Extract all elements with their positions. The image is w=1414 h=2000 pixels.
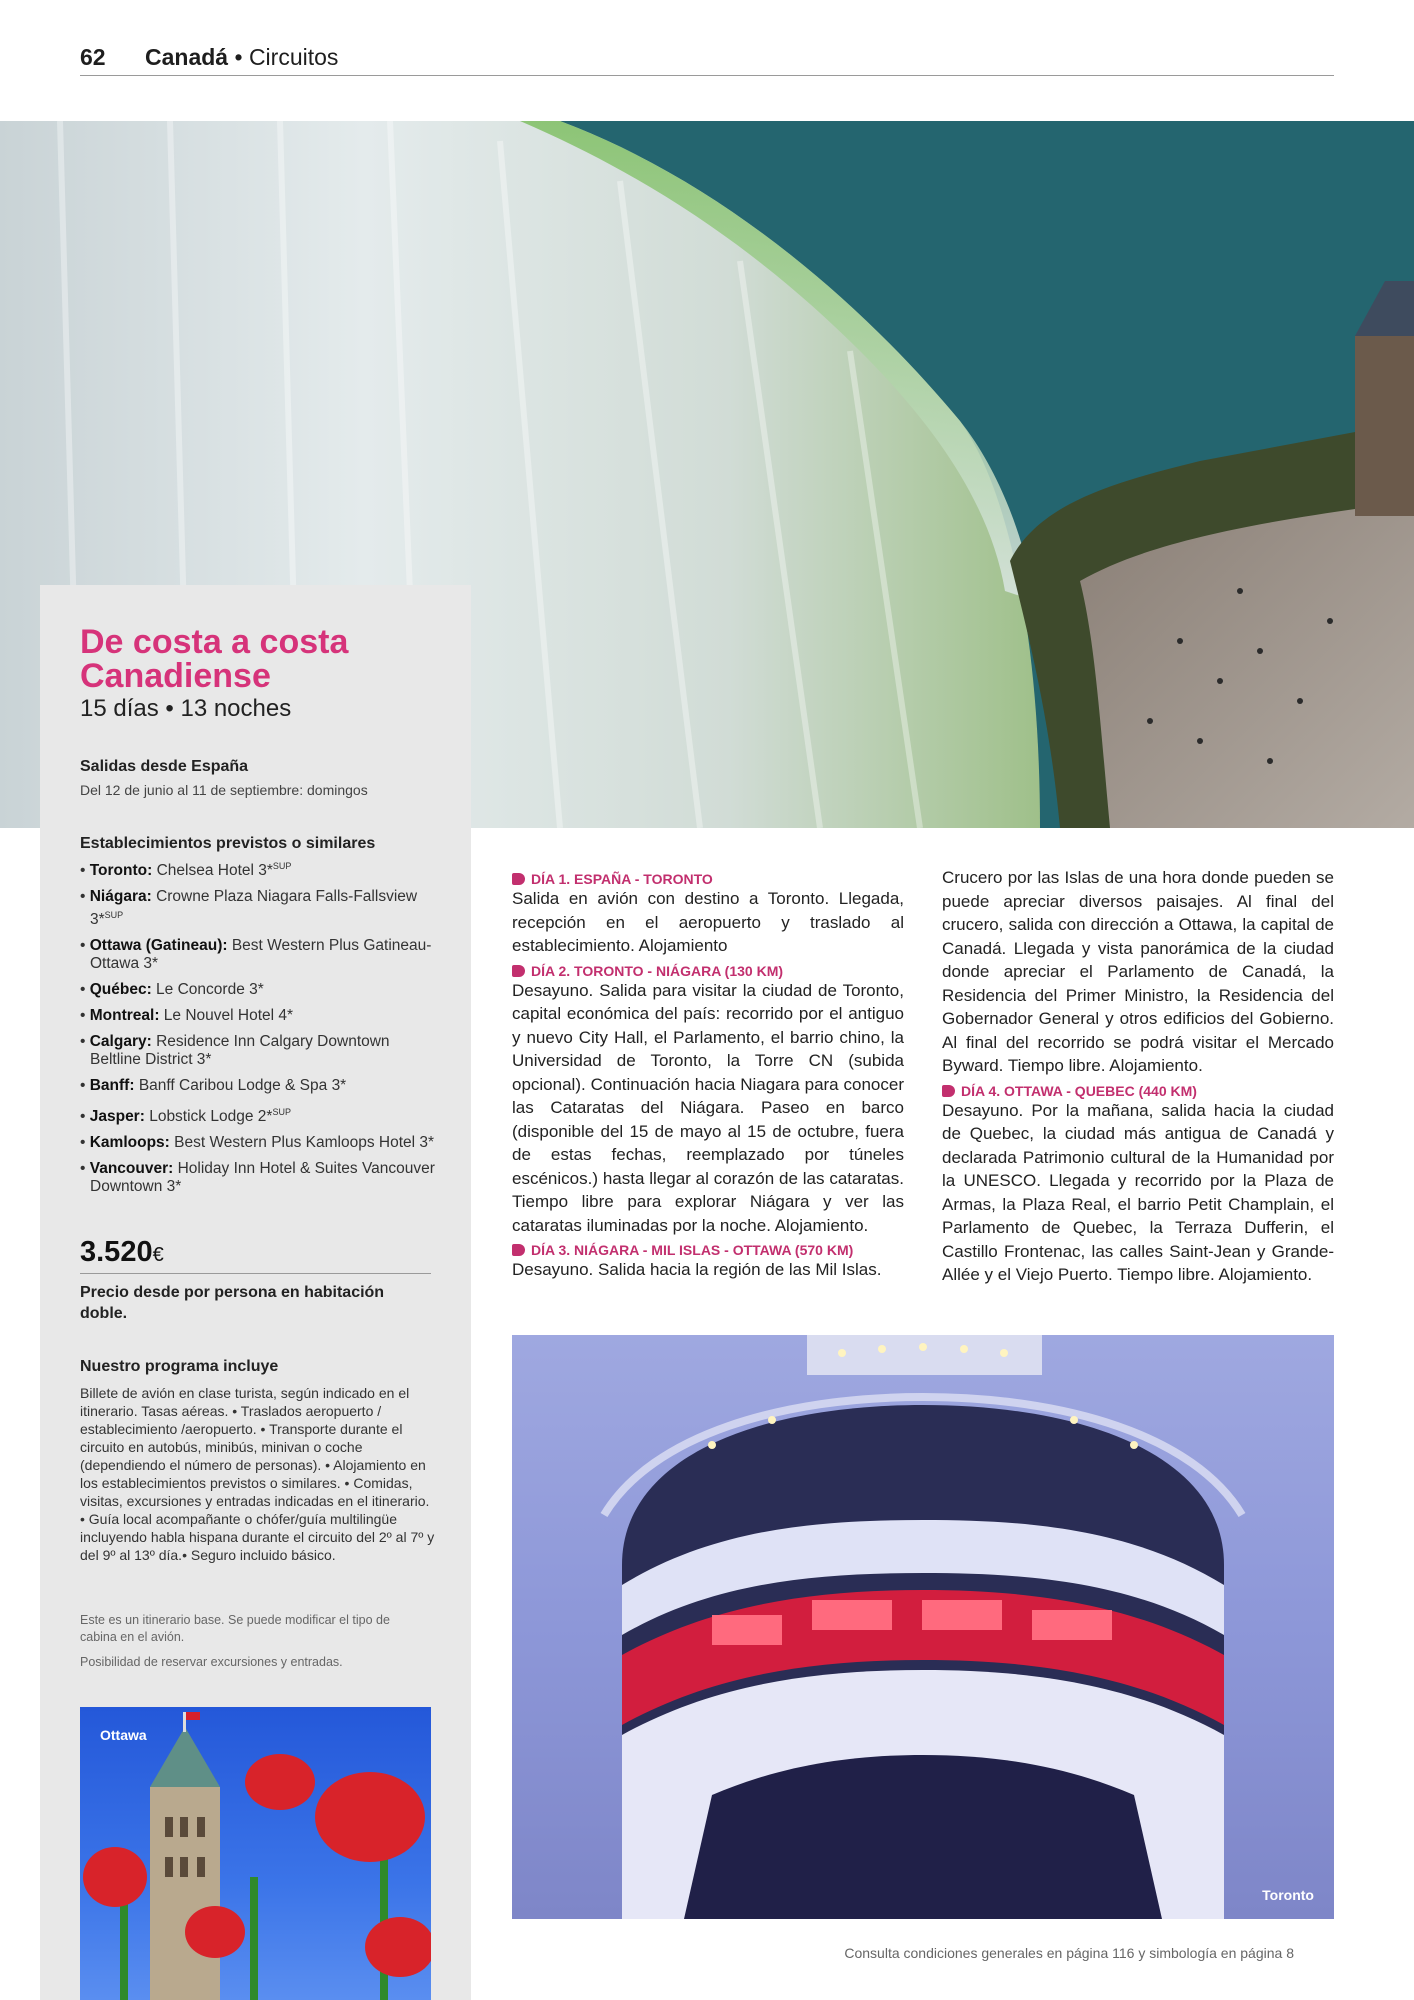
hotels-block	[80, 835, 440, 1204]
day-marker-icon	[512, 873, 525, 885]
tour-sidebar	[40, 585, 471, 2000]
hotel-name: Banff Caribou Lodge & Spa 3*	[134, 1077, 347, 1095]
tour-title	[80, 625, 440, 693]
price-value: 3.520	[80, 1236, 153, 1268]
hotel-city: Montreal:	[89, 1007, 160, 1025]
includes-text: Billete de avión en clase turista, según indicado en el itinerario. Tasas aéreas. • Traslados aeropuerto / establecimiento /aeropuerto. • Transporte durante el circuito en autobús, minibús, minivan o coche (dependiendo el número de personas). • Alojamiento en los establecimientos previstos o similares. • Comidas, visitas, excursiones y entradas indicadas en el itinerario. • Guía local acompañante o chófer/guía multilingüe incluyendo habla hispana durante el circuito del 2º al 7º y del 9º al 13º día.• Seguro incluido básico.	[80, 1385, 435, 1563]
day-marker-icon	[512, 1244, 525, 1256]
hotel-city: Québec:	[89, 981, 152, 999]
day4-heading	[942, 1083, 1334, 1099]
day2-heading-text: DÍA 2. TORONTO - NIÁGARA (130 KM)	[531, 962, 784, 979]
day4-heading-text: DÍA 4. OTTAWA - QUEBEC (440 KM)	[961, 1082, 1197, 1099]
tour-title-line2: Canadiense	[80, 657, 271, 695]
day3-heading	[512, 1242, 904, 1258]
hotel-name: Lobstick Lodge 2*	[144, 1108, 273, 1126]
day-marker-icon	[942, 1085, 955, 1097]
hotel-item: • Montreal: Le Nouvel Hotel 4*	[80, 1007, 294, 1025]
hotel-city: Niágara:	[89, 888, 152, 906]
hotel-name: Best Western Plus Gatineau-Ottawa 3*	[90, 937, 432, 973]
itinerary-column-1	[512, 866, 904, 1282]
includes-heading: Nuestro programa incluye	[80, 1358, 279, 1375]
hotels-list	[80, 857, 440, 1196]
page-number: 62	[80, 44, 106, 70]
title-separator: •	[228, 44, 249, 70]
departures-text: Del 12 de junio al 11 de septiembre: domingos	[80, 782, 368, 798]
day1-text: Salida en avión con destino a Toronto. Llegada, recepción en el aeropuerto y traslado al establecimiento. Alojamiento	[512, 889, 904, 955]
hotel-city: Banff:	[89, 1077, 135, 1095]
tour-duration: 15 días • 13 noches	[80, 695, 292, 722]
hotel-name: Residence Inn Calgary Downtown Beltline District 3*	[90, 1033, 390, 1069]
hotel-item: • Ottawa (Gatineau): Best Western Plus Gatineau-Ottawa 3*	[80, 937, 432, 973]
hotel-city: Kamloops:	[89, 1134, 170, 1152]
hotel-city: Calgary:	[89, 1033, 152, 1051]
hotel-item: • Banff: Banff Caribou Lodge & Spa 3*	[80, 1077, 347, 1095]
hotel-city: Toronto:	[89, 862, 153, 880]
hotel-name: Le Nouvel Hotel 4*	[159, 1007, 294, 1025]
price-note: Precio desde por persona en habitación doble.	[80, 1284, 385, 1322]
note-excursions: Posibilidad de reservar excursiones y entradas.	[80, 1655, 343, 1669]
hotel-name: Best Western Plus Kamloops Hotel 3*	[169, 1134, 435, 1152]
ottawa-photo	[80, 1707, 431, 2000]
day3-continued-text: Crucero por las Islas de una hora donde pueden se puede apreciar diversos paisajes. Al final del crucero, salida con dirección a Ottawa, la capital de Canadá. Llegada y vista panorámica de la ciudad donde apreciar el Parlamento de Canadá, la Residencia del Primer Ministro, la Residencia del Gobernador General y otros edificios del Gobierno. Al final del recorrido se podrá visitar el Mercado Byward. Tiempo libre. Alojamiento.	[942, 868, 1334, 1075]
departures-heading: Salidas desde España	[80, 758, 249, 775]
hotel-city: Ottawa (Gatineau):	[89, 937, 228, 955]
day2-heading	[512, 963, 904, 979]
toronto-caption: Toronto	[1262, 1887, 1314, 1903]
day1-heading-text: DÍA 1. ESPAÑA - TORONTO	[531, 871, 713, 887]
itinerary-column-2	[942, 866, 1334, 1287]
note-cabin: Este es un itinerario base. Se puede modificar el tipo de cabina en el avión.	[80, 1613, 390, 1644]
itinerary-notes	[80, 1612, 420, 1679]
section-name: Circuitos	[248, 44, 339, 70]
price-block	[80, 1236, 431, 1324]
ottawa-caption: Ottawa	[100, 1727, 147, 1743]
price-currency: €	[152, 1244, 164, 1266]
includes-block	[80, 1358, 435, 1564]
hotel-item: • Vancouver: Holiday Inn Hotel & Suites Vancouver Downtown 3*	[80, 1160, 435, 1196]
hotel-item: • Toronto: Chelsea Hotel 3*$^{SUP}$	[80, 861, 292, 880]
country-name: Canadá	[145, 44, 229, 70]
page-header	[80, 44, 1334, 76]
page-title	[145, 44, 338, 71]
hotel-item: • Jasper: Lobstick Lodge 2*$^{SUP}$	[80, 1107, 291, 1126]
day1-heading	[512, 871, 904, 887]
hotel-name: Holiday Inn Hotel & Suites Vancouver Downtown 3*	[90, 1160, 435, 1196]
tour-title-line1: De costa a costa	[80, 623, 349, 661]
price-amount	[80, 1236, 431, 1274]
toronto-cn-tower-photo	[512, 1335, 1334, 1919]
hotel-name: Crowne Plaza Niagara Falls-Fallsview 3*	[90, 888, 418, 929]
day3-heading-text: DÍA 3. NIÁGARA - MIL ISLAS - OTTAWA (570 KM)	[531, 1242, 854, 1258]
day4-text: Desayuno. Por la mañana, salida hacia la ciudad de Quebec, la ciudad más antigua de Canadá y declarada Patrimonio cultural de la Humanidad por la UNESCO. Llegada y recorrido por la Plaza de Armas, la Plaza Real, el barrio Petit Champlain, el Parlamento de Quebec, la Terraza Dufferin, el Castillo Frontenac, las calles Saint-Jean y Grande-Allée y el Viejo Puerto. Tiempo libre. Alojamiento.	[942, 1100, 1334, 1284]
departures-block	[80, 758, 368, 798]
hotel-category-sup: SUP	[104, 910, 124, 921]
day3-text: Desayuno. Salida hacia la región de las Mil Islas.	[512, 1260, 882, 1279]
hotel-name: Chelsea Hotel 3*	[152, 862, 273, 880]
day-marker-icon	[512, 965, 525, 977]
footer-note: Consulta condiciones generales en página 116 y simbología en página 8	[844, 1945, 1294, 1961]
hotel-category-sup: SUP	[272, 861, 292, 871]
day2-text: Desayuno. Salida para visitar la ciudad de Toronto, capital económica del país: recorrido por el antiguo y nuevo City Hall, el Parlamento, el barrio chino, la Universidad de Toronto, la Torre CN (subida opcional). Continuación hacia Niagara para conocer las Cataratas del Niágara. Paseo en barco (disponible del 15 de mayo al 15 de octubre, fuera de estas fechas, reemplazado por túneles escénicos.) hasta llegar al corazón de las cataratas. Tiempo libre para explorar Niágara y ver las cataratas iluminadas por la noche. Alojamiento.	[512, 980, 904, 1235]
hotel-category-sup: SUP	[272, 1107, 291, 1118]
hotel-item: • Kamloops: Best Western Plus Kamloops Hotel 3*	[80, 1134, 435, 1152]
hotel-name: Le Concorde 3*	[151, 981, 264, 999]
hotel-item: • Calgary: Residence Inn Calgary Downtown Beltline District 3*	[80, 1033, 390, 1069]
hotel-item: • Niágara: Crowne Plaza Niagara Falls-Fallsview 3*$^{SUP}$	[80, 888, 418, 929]
hotel-item: • Québec: Le Concorde 3*	[80, 981, 264, 999]
hotel-city: Vancouver:	[89, 1160, 174, 1178]
hotel-city: Jasper:	[89, 1108, 145, 1126]
hotels-heading: Establecimientos previstos o similares	[80, 835, 376, 852]
